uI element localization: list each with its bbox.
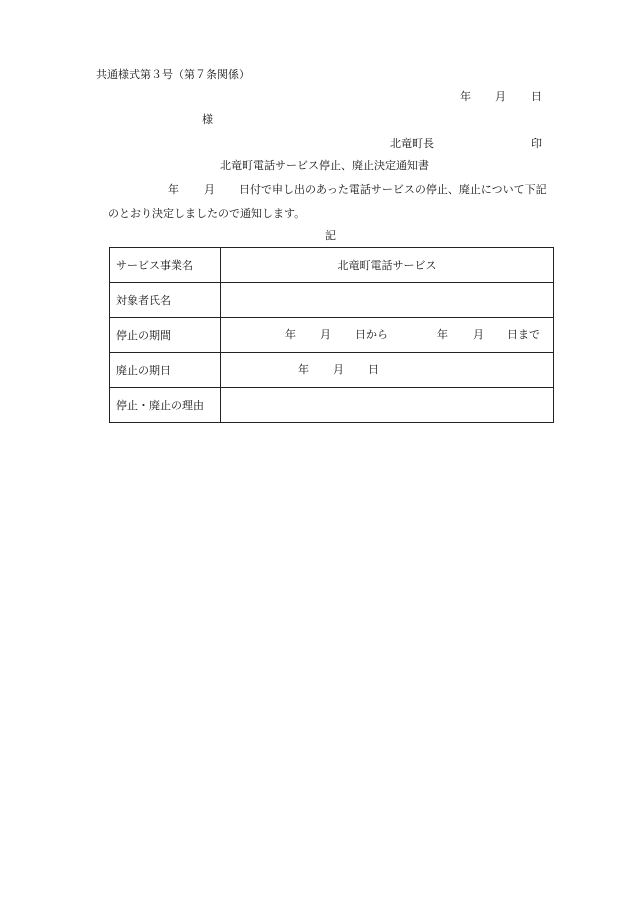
abolition-month: 月: [333, 363, 344, 376]
form-number: 共通様式第３号（第７条関係）: [96, 68, 250, 81]
target-person-value: [221, 283, 554, 318]
date-month-label: 月: [495, 90, 506, 103]
period-from-day: 日から: [355, 328, 388, 341]
suspension-period-value: [221, 318, 554, 353]
reason-value: [221, 388, 554, 423]
service-name-value: 北竜町電話サービス: [221, 248, 554, 283]
period-to-year: 年: [437, 328, 448, 341]
addressee-suffix: 様: [202, 113, 213, 126]
date-day-label: 日: [531, 90, 542, 103]
abolition-date-value: [221, 353, 554, 388]
abolition-day: 日: [368, 363, 379, 376]
reason-label: 停止・廃止の理由: [110, 388, 221, 423]
date-year-label: 年: [460, 90, 471, 103]
table-row: [110, 318, 554, 353]
period-from-year: 年: [285, 328, 296, 341]
document-title: 北竜町電話サービス停止、廃止決定通知書: [220, 159, 429, 172]
target-person-label: 対象者氏名: [110, 283, 221, 318]
body-month-label: 月: [204, 183, 215, 196]
period-to-day: 日まで: [507, 328, 540, 341]
body-line2-text: のとおり決定しましたので通知します。: [108, 207, 306, 220]
issuer-name: 北竜町長: [390, 137, 434, 150]
table-row: [110, 388, 554, 423]
body-line1-text: 日付で申し出のあった電話サービスの停止、廃止について下記: [239, 183, 547, 196]
body-year-label: 年: [168, 183, 179, 196]
issuer-seal: 印: [531, 137, 542, 150]
abolition-date-label: 廃止の期日: [110, 353, 221, 388]
ki-heading: 記: [325, 229, 336, 242]
details-table: [109, 247, 554, 423]
service-name-label: サービス事業名: [110, 248, 221, 283]
table-row: [110, 353, 554, 388]
table-row: [110, 283, 554, 318]
abolition-year: 年: [298, 363, 309, 376]
suspension-period-label: 停止の期間: [110, 318, 221, 353]
period-from-month: 月: [320, 328, 331, 341]
period-to-month: 月: [473, 328, 484, 341]
table-row: [110, 248, 554, 283]
